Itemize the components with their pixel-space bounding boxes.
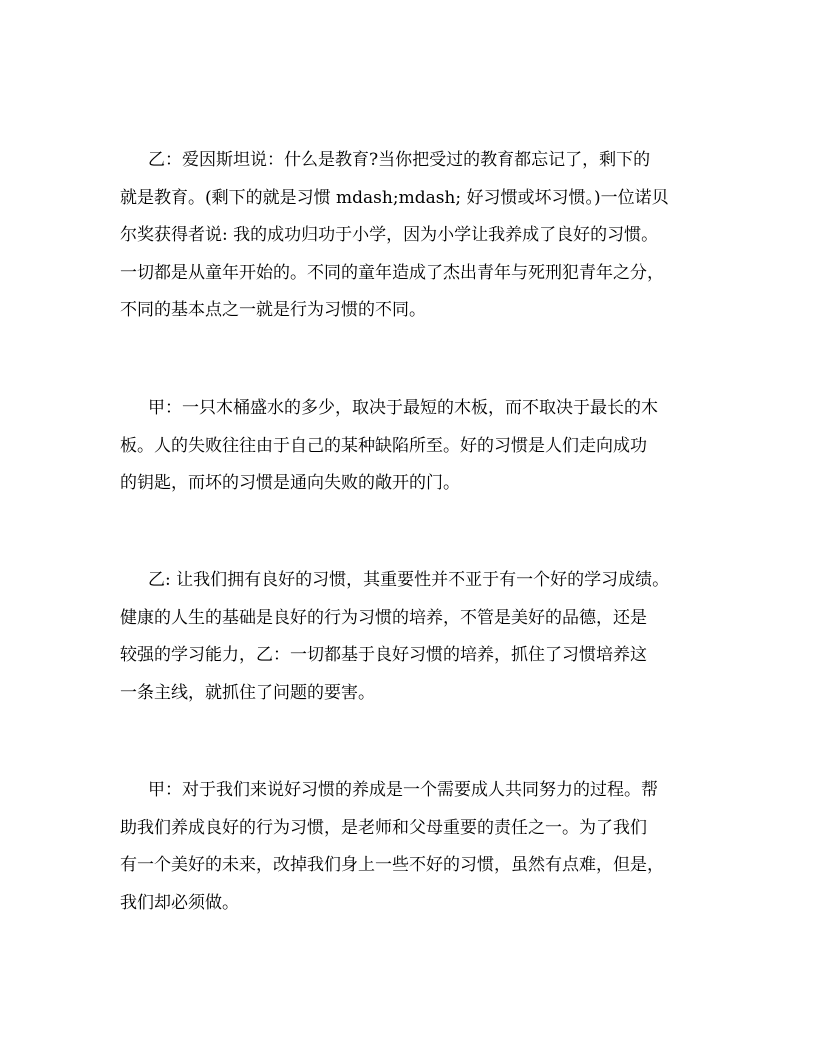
paragraph-line: 健康的人生的基础是良好的行为习惯的培养，不管是美好的品德，还是 [120, 607, 647, 628]
paragraph-line: 乙：爱因斯坦说：什么是教育?当你把受过的教育都忘记了，剩下的 [148, 150, 651, 170]
paragraph-line: 板。人的失败往往由于自己的某种缺陷所至。好的习惯是人们走向成功 [120, 435, 647, 456]
paragraph-line: 较强的学习能力，乙：一切都基于良好习惯的培养，抓住了习惯培养这 [120, 645, 647, 665]
paragraph-4 [120, 772, 698, 922]
paragraph-3 [120, 562, 698, 712]
paragraph-2 [120, 390, 698, 503]
paragraph-line: 甲：一只木桶盛水的多少，取决于最短的木板，而不取决于最长的木 [148, 398, 658, 418]
paragraph-line: 乙: 让我们拥有良好的习惯，其重要性并不亚于有一个好的学习成绩。 [148, 570, 670, 590]
paragraph-line: 尔奖获得者说: 我的成功归功于小学，因为小学让我养成了良好的习惯。 [120, 225, 659, 245]
paragraph-line: 就是教育。(剩下的就是习惯 mdash;mdash; 好习惯或坏习惯。)一位诺贝 [120, 187, 669, 208]
paragraph-line: 我们却必须做。 [120, 892, 239, 913]
paragraph-line: 甲：对于我们来说好习惯的养成是一个需要成人共同努力的过程。帮 [148, 780, 658, 800]
paragraph-line: 不同的基本点之一就是行为习惯的不同。 [120, 300, 426, 320]
paragraph-line: 的钥匙，而坏的习惯是通向失败的敞开的门。 [120, 473, 460, 493]
paragraph-line: 助我们养成良好的行为习惯，是老师和父母重要的责任之一。为了我们 [120, 817, 647, 838]
paragraph-line: 有一个美好的未来，改掉我们身上一些不好的习惯，虽然有点难，但是， [120, 855, 664, 875]
paragraph-line: 一条主线，就抓住了问题的要害。 [120, 682, 375, 703]
paragraph-line: 一切都是从童年开始的。不同的童年造成了杰出青年与死刑犯青年之分， [120, 262, 664, 283]
paragraph-1 [120, 142, 698, 330]
